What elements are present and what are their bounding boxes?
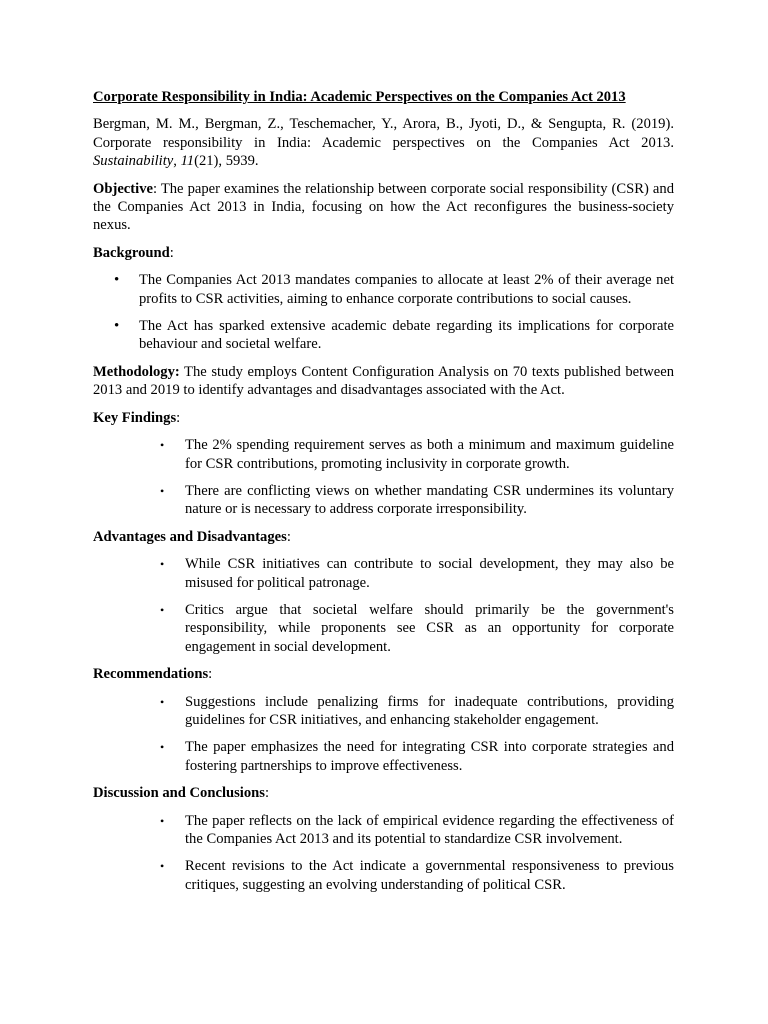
list-item: • The 2% spending requirement serves as both a minimum and maximum guideline for CSR contributions, promoting inclusivity in corporate growth. <box>160 437 674 472</box>
bullet-icon: • <box>114 272 120 289</box>
bullet-icon: • <box>160 438 165 453</box>
key-findings-heading: Key Findings: <box>93 409 181 426</box>
list-item: • The Act has sparked extensive academic debate regarding its implications for corporate behaviour and societal welfare. <box>114 318 674 353</box>
background-label: Background <box>93 244 170 261</box>
methodology-label: Methodology: <box>93 363 180 380</box>
methodology-text: The study employs Content Configuration Analysis on 70 texts published between 2013 and 2019 to identify advantages and disadvantages associated with the Act. <box>93 363 674 399</box>
advantages-list <box>93 555 674 656</box>
objective-text: : The paper examines the relationship between corporate social responsibility (CSR) and the Companies Act 2013 in India, focusing on how the Act reconfigures the business-society nexus. <box>93 180 674 234</box>
citation-sep: , <box>173 153 181 170</box>
list-item: • Critics argue that societal welfare should primarily be the government's responsibility, while proponents see CSR as an opportunity for corporate engagement in social development. <box>160 601 674 655</box>
recommendations-list <box>93 693 674 776</box>
list-item: • Suggestions include penalizing firms for inadequate contributions, providing guidelines for CSR initiatives, and enhancing stakeholder engagement. <box>160 693 674 728</box>
bullet-icon: • <box>114 318 120 335</box>
list-item: • There are conflicting views on whether mandating CSR undermines its voluntary nature or is necessary to address corporate irresponsibility. <box>160 482 674 518</box>
list-item: • The paper emphasizes the need for integrating CSR into corporate strategies and fostering partnerships to improve effectiveness. <box>160 739 674 774</box>
bullet-icon: • <box>160 602 165 617</box>
methodology-paragraph <box>93 363 674 400</box>
advantages-heading: Advantages and Disadvantages: <box>93 528 291 545</box>
advantages-label: Advantages and Disadvantages <box>93 528 287 545</box>
bullet-icon: • <box>160 813 165 828</box>
recommendations-heading: Recommendations: <box>93 666 213 683</box>
discussion-heading: Discussion and Conclusions: <box>93 785 270 802</box>
discussion-list <box>93 812 674 895</box>
citation <box>93 115 674 170</box>
bullet-icon: • <box>160 859 165 874</box>
citation-journal: Sustainability <box>93 153 174 170</box>
bullet-icon: • <box>160 740 165 755</box>
document-body <box>93 88 674 903</box>
bullet-icon: • <box>160 694 165 709</box>
background-list <box>93 271 674 354</box>
document-title: Corporate Responsibility in India: Academic Perspectives on the Companies Act 2013 <box>93 89 626 105</box>
objective-label: Objective <box>93 180 153 197</box>
list-item: • The Companies Act 2013 mandates companies to allocate at least 2% of their average net profits to CSR activities, aiming to enhance corporate contributions to social causes. <box>114 272 674 307</box>
citation-issue-pages: (21), 5939. <box>194 153 259 170</box>
key-findings-list <box>93 436 674 519</box>
discussion-label: Discussion and Conclusions <box>93 785 265 802</box>
list-item: • While CSR initiatives can contribute to social development, they may also be misused for political patronage. <box>160 556 674 591</box>
citation-volume: 11 <box>180 153 195 170</box>
bullet-icon: • <box>160 557 165 572</box>
recommendations-label: Recommendations <box>93 666 209 683</box>
key-findings-label: Key Findings <box>93 409 177 426</box>
background-heading: Background: <box>93 244 174 261</box>
list-item: • The paper reflects on the lack of empirical evidence regarding the effectiveness of the Companies Act 2013 and its potential to standardize CSR involvement. <box>160 812 674 847</box>
list-item: • Recent revisions to the Act indicate a governmental responsiveness to previous critiques, suggesting an evolving understanding of political CSR. <box>160 858 674 893</box>
bullet-icon: • <box>160 483 165 498</box>
citation-authors: Bergman, M. M., Bergman, Z., Teschemacher, Y., Arora, B., Jyoti, D., & Sengupta, R. (2019). Corporate responsibility in India: Academic perspectives on the Companies Act 2013. <box>93 116 674 151</box>
objective-paragraph <box>93 180 674 235</box>
